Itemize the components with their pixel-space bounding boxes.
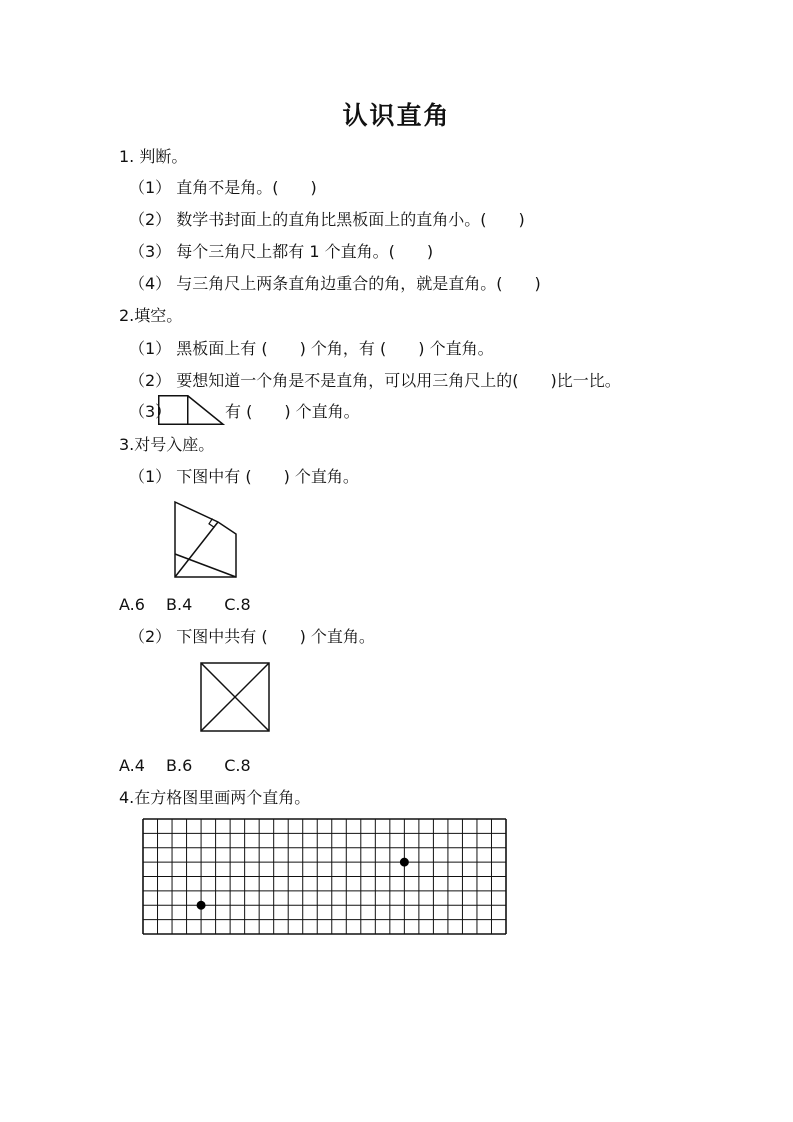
judge-item-2: （2） 数学书封面上的直角比黑板面上的直角小。( ) xyxy=(129,210,525,229)
drawing-grid[interactable] xyxy=(142,818,508,936)
fill-item-2: （2） 要想知道一个角是不是直角，可以用三角尺上的( )比一比。 xyxy=(129,371,621,390)
pentagon-figure xyxy=(170,500,242,580)
page-title: 认识直角 xyxy=(342,101,451,130)
judge-item-1: （1） 直角不是角。( ) xyxy=(129,178,317,197)
judge-item-3: （3） 每个三角尺上都有 1 个直角。( ) xyxy=(129,242,434,261)
choice-question-1: （1） 下图中有 ( ) 个直角。 xyxy=(129,467,359,486)
fill-item-3-prefix: （3） xyxy=(129,402,172,421)
square-triangle-figure xyxy=(158,395,226,425)
section-2-heading: 2.填空。 xyxy=(119,306,183,325)
section-3-heading: 3.对号入座。 xyxy=(119,435,215,454)
grid-dot xyxy=(400,858,409,867)
grid-dot xyxy=(197,901,206,910)
section-4-heading: 4.在方格图里画两个直角。 xyxy=(119,788,311,807)
choice-question-2: （2） 下图中共有 ( ) 个直角。 xyxy=(129,627,375,646)
judge-item-4: （4） 与三角尺上两条直角边重合的角，就是直角。( ) xyxy=(129,274,541,293)
fill-item-3-suffix: 有 ( ) 个直角。 xyxy=(225,402,360,421)
section-1-heading: 1. 判断。 xyxy=(119,147,188,166)
choice-options-2: A.4 B.6 C.8 xyxy=(119,756,251,775)
choice-options-1: A.6 B.4 C.8 xyxy=(119,595,251,614)
fill-item-1: （1） 黑板面上有 ( ) 个角，有 ( ) 个直角。 xyxy=(129,339,494,358)
square-diagonals-figure xyxy=(200,662,272,734)
